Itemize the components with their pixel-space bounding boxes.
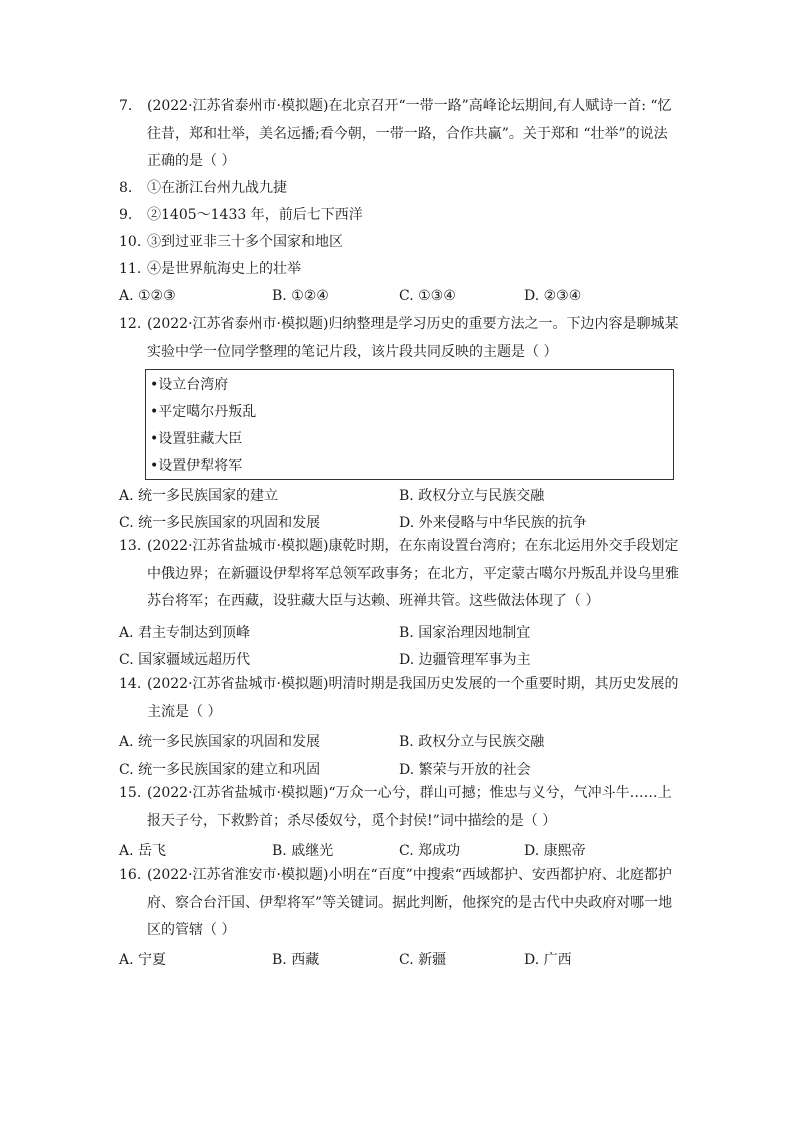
question-text: ④是世界航海史上的壮举 bbox=[147, 261, 301, 277]
notes-item: •平定噶尔丹叛乱 bbox=[150, 404, 257, 420]
option-c[interactable]: C. 国家疆域远超历代 bbox=[119, 652, 251, 668]
question-number: 15. bbox=[119, 785, 142, 801]
option-c[interactable]: C. 统一多民族国家的建立和巩固 bbox=[119, 762, 321, 778]
options-row bbox=[119, 649, 679, 669]
option-a[interactable]: A. 统一多民族国家的巩固和发展 bbox=[119, 734, 321, 750]
option-d[interactable]: D. 外来侵略与中华民族的抗争 bbox=[399, 515, 587, 531]
question-number: 16. bbox=[119, 867, 142, 883]
question-text: (2022·江苏省泰州市·模拟题)归纳整理是学习历史的重要方法之一。下边内容是聊城某实验中学一位同学整理的笔记片段，该片段共同反映的主题是（ ） bbox=[147, 316, 679, 360]
question-text: ②1405～1433 年，前后七下西洋 bbox=[147, 207, 363, 223]
question-16 bbox=[119, 862, 679, 945]
options-row bbox=[119, 512, 679, 532]
question-text: (2022·江苏省盐城市·模拟题)明清时期是我国历史发展的一个重要时期，其历史发展的主流是（ ） bbox=[147, 676, 679, 720]
question-text: (2022·江苏省淮安市·模拟题)小明在“百度”中搜索“西域都护、安西都护府、北庭都护府、察合台汗国、伊犁将军”等关键词。据此判断，他探究的是古代中央政府对哪一地区的管辖（ ） bbox=[147, 867, 673, 938]
question-number: 8. bbox=[119, 180, 133, 196]
options-row bbox=[119, 622, 679, 642]
question-7 bbox=[119, 93, 679, 176]
question-15 bbox=[119, 780, 679, 835]
option-b[interactable]: B. 西藏 bbox=[272, 952, 320, 968]
question-number: 14. bbox=[119, 676, 142, 692]
options-row bbox=[119, 731, 679, 751]
option-b[interactable]: B. 政权分立与民族交融 bbox=[399, 734, 545, 750]
question-number: 10. bbox=[119, 234, 142, 250]
options-row bbox=[119, 759, 679, 779]
option-b[interactable]: B. 戚继光 bbox=[272, 843, 334, 859]
question-9 bbox=[119, 202, 679, 230]
options-row bbox=[119, 949, 679, 969]
option-d[interactable]: D. 广西 bbox=[524, 952, 572, 968]
notes-box bbox=[145, 369, 674, 480]
options-row bbox=[119, 485, 679, 505]
option-a[interactable]: A. 统一多民族国家的建立 bbox=[119, 488, 279, 504]
question-14 bbox=[119, 671, 679, 726]
option-c[interactable]: C. 新疆 bbox=[399, 952, 447, 968]
option-a[interactable]: A. 君主专制达到顶峰 bbox=[119, 625, 251, 641]
option-c[interactable]: C. 统一多民族国家的巩固和发展 bbox=[119, 515, 321, 531]
option-d[interactable]: D. 康熙帝 bbox=[524, 843, 586, 859]
question-text: (2022·江苏省盐城市·模拟题)康乾时期，在东南设置台湾府；在东北运用外交手段划定中俄边界；在新疆设伊犁将军总领军政事务；在北方，平定蒙古噶尔丹叛乱并设乌里雅苏台将军；在西藏，设驻藏大臣与达赖、班禅共管。这些做法体现了（ ） bbox=[147, 538, 679, 609]
question-text: ③到过亚非三十多个国家和地区 bbox=[147, 234, 343, 250]
question-10 bbox=[119, 229, 679, 257]
notes-item: •设置伊犁将军 bbox=[150, 458, 243, 474]
option-b[interactable]: B. ①②④ bbox=[272, 288, 329, 304]
question-text: (2022·江苏省盐城市·模拟题)“万众一心兮，群山可撼；惟忠与义兮，气冲斗牛……上报天子兮，下救黔首；杀尽倭奴兮，觅个封侯!”词中描绘的是（ ） bbox=[147, 785, 672, 829]
question-number: 7. bbox=[119, 98, 133, 114]
question-12 bbox=[119, 311, 679, 366]
options-row bbox=[119, 288, 679, 308]
option-b[interactable]: B. 政权分立与民族交融 bbox=[399, 488, 545, 504]
question-text: ①在浙江台州九战九捷 bbox=[147, 180, 287, 196]
notes-item: •设置驻藏大臣 bbox=[150, 431, 243, 447]
option-d[interactable]: D. 边疆管理军事为主 bbox=[399, 652, 531, 668]
option-a[interactable]: A. ①②③ bbox=[119, 288, 176, 304]
options-row bbox=[119, 840, 679, 860]
question-number: 9. bbox=[119, 207, 133, 223]
option-a[interactable]: A. 岳飞 bbox=[119, 843, 167, 859]
question-number: 12. bbox=[119, 316, 142, 332]
question-number: 13. bbox=[119, 538, 142, 554]
question-8 bbox=[119, 175, 679, 203]
option-d[interactable]: D. ②③④ bbox=[524, 288, 582, 304]
question-11 bbox=[119, 256, 679, 284]
option-c[interactable]: C. ①③④ bbox=[399, 288, 456, 304]
option-a[interactable]: A. 宁夏 bbox=[119, 952, 167, 968]
option-d[interactable]: D. 繁荣与开放的社会 bbox=[399, 762, 531, 778]
question-13 bbox=[119, 533, 679, 616]
option-b[interactable]: B. 国家治理因地制宜 bbox=[399, 625, 531, 641]
option-c[interactable]: C. 郑成功 bbox=[399, 843, 461, 859]
question-text: (2022·江苏省泰州市·模拟题)在北京召开“一带一路”高峰论坛期间,有人赋诗一首: “忆往昔，郑和壮举，美名远播;看今朝，一带一路，合作共赢”。关于郑和 “壮举”的说法正确的是（ ） bbox=[147, 98, 672, 169]
question-number: 11. bbox=[119, 261, 142, 277]
notes-item: •设立台湾府 bbox=[150, 377, 229, 393]
